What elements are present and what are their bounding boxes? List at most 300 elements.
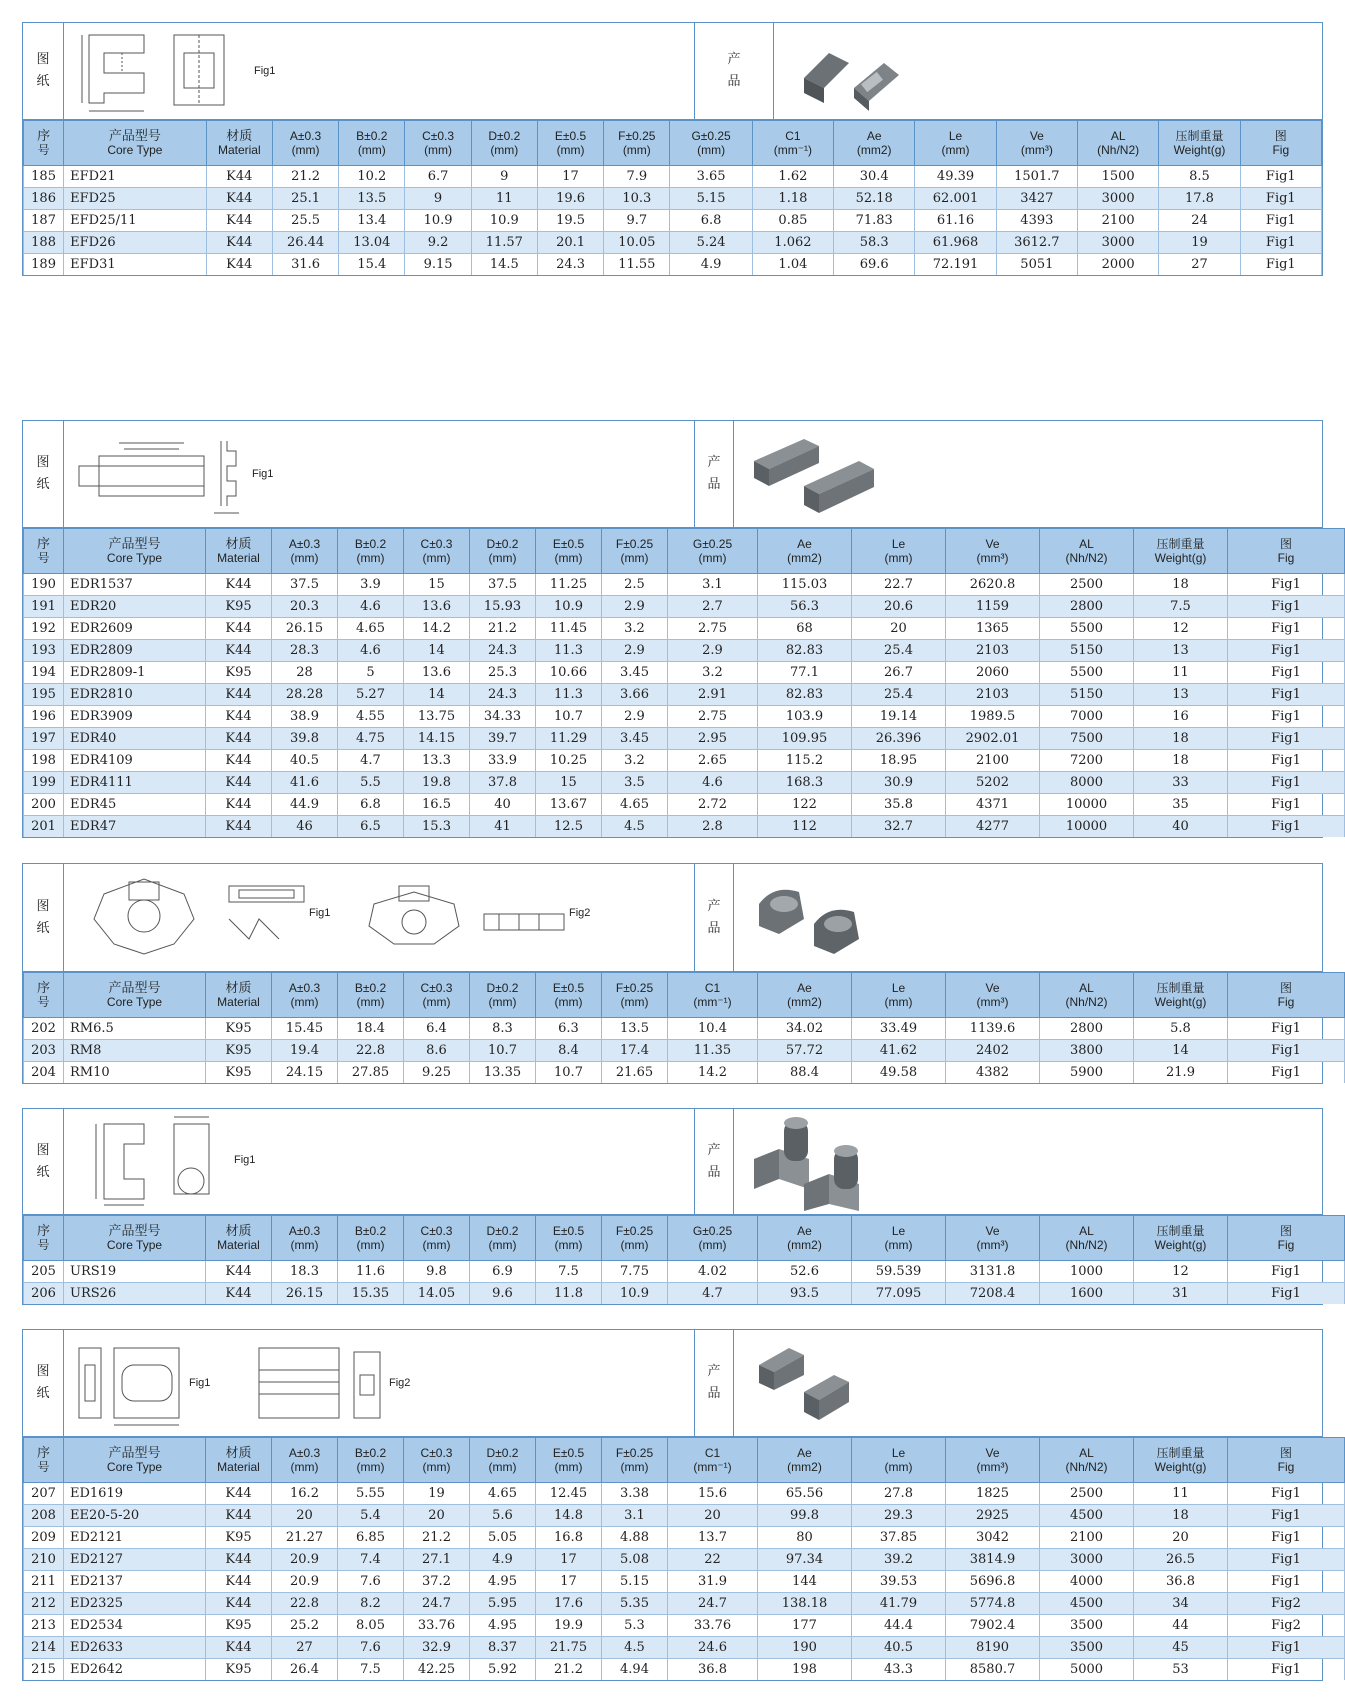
column-header: Ve (mm³)	[996, 121, 1077, 166]
core-type-cell: EFD25	[64, 188, 207, 210]
edr-table	[23, 528, 1345, 837]
table-cell: 115.03	[758, 574, 852, 596]
table-row	[24, 1062, 1345, 1084]
table-cell: 19.8	[404, 772, 470, 794]
core-type-cell: EDR2810	[64, 684, 206, 706]
table-cell: 109.95	[758, 728, 852, 750]
table-cell: 19.9	[536, 1615, 602, 1637]
table-cell: 194	[24, 662, 64, 684]
urs-header-row	[24, 1216, 1345, 1261]
core-type-cell: ED2534	[64, 1615, 206, 1637]
table-cell: 36.8	[668, 1659, 758, 1681]
table-cell: Fig1	[1228, 794, 1345, 816]
table-cell: 5.35	[602, 1593, 668, 1615]
table-cell: 32.7	[852, 816, 946, 838]
table-cell: 13.4	[339, 210, 405, 232]
table-cell: 11.3	[536, 684, 602, 706]
column-header: 图 Fig	[1228, 973, 1345, 1018]
table-row	[24, 1018, 1345, 1040]
fig1-label: Fig1	[189, 1377, 211, 1389]
table-cell: 15.93	[470, 596, 536, 618]
table-cell: K44	[206, 1483, 272, 1505]
table-cell: 5.5	[338, 772, 404, 794]
table-cell: 7208.4	[946, 1283, 1040, 1305]
column-header: 序 号	[24, 121, 64, 166]
table-cell: 22.8	[272, 1593, 338, 1615]
table-cell: 45	[1134, 1637, 1228, 1659]
ed-table	[23, 1437, 1345, 1680]
table-cell: 2.91	[668, 684, 758, 706]
drawing-row	[23, 1109, 1322, 1215]
table-cell: Fig1	[1240, 254, 1321, 276]
table-cell: 6.8	[338, 794, 404, 816]
table-cell: 28.3	[272, 640, 338, 662]
table-cell: 10000	[1040, 816, 1134, 838]
column-header: C1 (mm⁻¹)	[668, 1438, 758, 1483]
table-cell: 10.2	[339, 166, 405, 188]
table-cell: 3.45	[602, 662, 668, 684]
table-cell: 41	[470, 816, 536, 838]
table-cell: 53	[1134, 1659, 1228, 1681]
table-cell: Fig1	[1228, 772, 1345, 794]
column-header: A±0.3 (mm)	[272, 1438, 338, 1483]
core-type-cell: EDR47	[64, 816, 206, 838]
drawing-row	[23, 864, 1322, 972]
table-cell: 33.76	[668, 1615, 758, 1637]
table-cell: 28	[272, 662, 338, 684]
table-cell: 4500	[1040, 1593, 1134, 1615]
table-cell: 7200	[1040, 750, 1134, 772]
table-cell: 26.5	[1134, 1549, 1228, 1571]
table-cell: 10000	[1040, 794, 1134, 816]
table-cell: 24.3	[537, 254, 603, 276]
table-cell: 77.1	[758, 662, 852, 684]
table-cell: 37.85	[852, 1527, 946, 1549]
core-type-cell: EFD21	[64, 166, 207, 188]
table-cell: 14.2	[668, 1062, 758, 1084]
table-cell: K44	[206, 232, 272, 254]
table-cell: 13.6	[404, 596, 470, 618]
table-cell: 25.4	[852, 684, 946, 706]
table-row	[24, 574, 1345, 596]
table-cell: 11	[1134, 1483, 1228, 1505]
table-row	[24, 728, 1345, 750]
table-cell: 41.6	[272, 772, 338, 794]
table-cell: 213	[24, 1615, 64, 1637]
table-row	[24, 750, 1345, 772]
column-header: E±0.5 (mm)	[536, 973, 602, 1018]
table-cell: 8.3	[470, 1018, 536, 1040]
table-cell: 72.191	[915, 254, 996, 276]
table-cell: 5.6	[470, 1505, 536, 1527]
column-header: 序 号	[24, 1216, 64, 1261]
table-cell: K95	[206, 1615, 272, 1637]
table-cell: 24.7	[668, 1593, 758, 1615]
core-type-cell: EDR2809-1	[64, 662, 206, 684]
drawing-label: 图 纸	[23, 421, 64, 527]
table-cell: 18	[1134, 574, 1228, 596]
table-cell: 4.88	[602, 1527, 668, 1549]
column-header: Le (mm)	[852, 973, 946, 1018]
table-cell: 39.8	[272, 728, 338, 750]
table-row	[24, 1483, 1345, 1505]
table-row	[24, 816, 1345, 838]
core-type-cell: EDR1537	[64, 574, 206, 596]
table-cell: 25.3	[470, 662, 536, 684]
column-header: Ae (mm2)	[758, 529, 852, 574]
table-cell: 5.95	[470, 1593, 536, 1615]
efd-core-photo	[774, 23, 974, 120]
table-cell: 3.2	[668, 662, 758, 684]
table-cell: 21.27	[272, 1527, 338, 1549]
rm-core-drawing	[64, 864, 694, 972]
table-cell: K44	[206, 166, 272, 188]
efd-core-drawing	[64, 23, 694, 120]
table-cell: 2.72	[668, 794, 758, 816]
table-cell: 2402	[946, 1040, 1040, 1062]
table-cell: 5.3	[602, 1615, 668, 1637]
table-cell: 39.2	[852, 1549, 946, 1571]
table-cell: 49.58	[852, 1062, 946, 1084]
table-cell: 14.8	[536, 1505, 602, 1527]
table-cell: 1500	[1078, 166, 1159, 188]
table-cell: 3131.8	[946, 1261, 1040, 1283]
table-cell: 37.8	[470, 772, 536, 794]
table-cell: 5.4	[338, 1505, 404, 1527]
table-cell: 39.7	[470, 728, 536, 750]
table-cell: 5000	[1040, 1659, 1134, 1681]
table-cell: 34	[1134, 1593, 1228, 1615]
table-cell: K44	[206, 684, 272, 706]
product-label: 产 品	[695, 421, 734, 527]
column-header: C±0.3 (mm)	[405, 121, 471, 166]
core-type-cell: EDR45	[64, 794, 206, 816]
table-cell: 0.85	[752, 210, 833, 232]
table-cell: 25.4	[852, 640, 946, 662]
table-cell: 20.1	[537, 232, 603, 254]
table-cell: 65.56	[758, 1483, 852, 1505]
table-cell: 8000	[1040, 772, 1134, 794]
table-cell: 52.18	[834, 188, 915, 210]
table-cell: 20	[1134, 1527, 1228, 1549]
table-cell: 20.3	[272, 596, 338, 618]
column-header: D±0.2 (mm)	[470, 1216, 536, 1261]
table-cell: 19.5	[537, 210, 603, 232]
table-cell: 2000	[1078, 254, 1159, 276]
column-header: AL (Nh/N2)	[1040, 1216, 1134, 1261]
table-cell: 193	[24, 640, 64, 662]
table-cell: K44	[206, 618, 272, 640]
table-cell: 4.95	[470, 1571, 536, 1593]
table-cell: 28.28	[272, 684, 338, 706]
efd-product-image	[774, 23, 974, 119]
table-cell: K44	[206, 728, 272, 750]
table-cell: K44	[206, 816, 272, 838]
column-header: C1 (mm⁻¹)	[752, 121, 833, 166]
table-cell: 190	[758, 1637, 852, 1659]
table-cell: 3500	[1040, 1637, 1134, 1659]
table-cell: 44.9	[272, 794, 338, 816]
table-cell: 44.4	[852, 1615, 946, 1637]
table-cell: 17	[536, 1549, 602, 1571]
table-cell: Fig1	[1240, 210, 1321, 232]
table-cell: 4.5	[602, 1637, 668, 1659]
table-cell: 5150	[1040, 684, 1134, 706]
table-cell: K44	[206, 1283, 272, 1305]
core-type-cell: EDR2609	[64, 618, 206, 640]
table-cell: 208	[24, 1505, 64, 1527]
table-cell: 4000	[1040, 1571, 1134, 1593]
table-cell: K44	[206, 1549, 272, 1571]
table-cell: 6.4	[404, 1018, 470, 1040]
table-row	[24, 772, 1345, 794]
table-cell: 12	[1134, 618, 1228, 640]
table-cell: 68	[758, 618, 852, 640]
table-cell: 7902.4	[946, 1615, 1040, 1637]
table-cell: Fig1	[1228, 1527, 1345, 1549]
table-cell: 4.65	[602, 794, 668, 816]
column-header: E±0.5 (mm)	[537, 121, 603, 166]
column-header: C±0.3 (mm)	[404, 529, 470, 574]
table-cell: K44	[206, 188, 272, 210]
table-cell: 11.55	[604, 254, 670, 276]
table-cell: 185	[24, 166, 64, 188]
table-cell: 29.3	[852, 1505, 946, 1527]
table-cell: 2100	[1040, 1527, 1134, 1549]
table-cell: 5.08	[602, 1549, 668, 1571]
table-cell: Fig1	[1228, 1505, 1345, 1527]
table-row	[24, 254, 1322, 276]
table-cell: K44	[206, 574, 272, 596]
table-cell: 49.39	[915, 166, 996, 188]
table-cell: 198	[758, 1659, 852, 1681]
table-cell: 20.6	[852, 596, 946, 618]
table-cell: 16	[1134, 706, 1228, 728]
table-cell: 144	[758, 1571, 852, 1593]
table-cell: 13.35	[470, 1062, 536, 1084]
core-type-cell: URS19	[64, 1261, 206, 1283]
table-cell: 212	[24, 1593, 64, 1615]
table-cell: 7.4	[338, 1549, 404, 1571]
core-type-cell: EE20-5-20	[64, 1505, 206, 1527]
column-header: D±0.2 (mm)	[470, 1438, 536, 1483]
urs-table	[23, 1215, 1345, 1304]
table-cell: 6.3	[536, 1018, 602, 1040]
table-cell: Fig1	[1228, 1040, 1345, 1062]
table-cell: 5.8	[1134, 1018, 1228, 1040]
core-type-cell: EDR3909	[64, 706, 206, 728]
table-cell: 13	[1134, 684, 1228, 706]
column-header: C±0.3 (mm)	[404, 973, 470, 1018]
table-row	[24, 1549, 1345, 1571]
table-cell: K44	[206, 254, 272, 276]
column-header: Ae (mm2)	[758, 1216, 852, 1261]
table-cell: 13.5	[602, 1018, 668, 1040]
core-type-cell: ED2137	[64, 1571, 206, 1593]
table-cell: 17.8	[1159, 188, 1240, 210]
table-cell: 5500	[1040, 618, 1134, 640]
table-cell: 3800	[1040, 1040, 1134, 1062]
table-cell: 3500	[1040, 1615, 1134, 1637]
table-cell: 58.3	[834, 232, 915, 254]
table-cell: 93.5	[758, 1283, 852, 1305]
table-cell: 21.2	[272, 166, 338, 188]
table-cell: 4371	[946, 794, 1040, 816]
table-cell: 19.6	[537, 188, 603, 210]
column-header: F±0.25 (mm)	[602, 529, 668, 574]
core-type-cell: URS26	[64, 1283, 206, 1305]
table-cell: 25.5	[272, 210, 338, 232]
table-cell: 21.9	[1134, 1062, 1228, 1084]
core-type-cell: RM10	[64, 1062, 206, 1084]
table-cell: 26.4	[272, 1659, 338, 1681]
table-cell: 122	[758, 794, 852, 816]
table-cell: 5.24	[670, 232, 752, 254]
edr-section	[22, 420, 1323, 838]
table-cell: 10.3	[604, 188, 670, 210]
table-cell: 2.95	[668, 728, 758, 750]
table-cell: 5	[338, 662, 404, 684]
table-cell: 5.15	[602, 1571, 668, 1593]
table-cell: 14.05	[404, 1283, 470, 1305]
table-row	[24, 210, 1322, 232]
table-cell: 26.15	[272, 1283, 338, 1305]
table-row	[24, 684, 1345, 706]
table-cell: 20	[852, 618, 946, 640]
table-cell: Fig1	[1228, 662, 1345, 684]
table-cell: 1000	[1040, 1261, 1134, 1283]
table-cell: 7000	[1040, 706, 1134, 728]
rm-body	[24, 1018, 1345, 1084]
table-cell: 37.5	[272, 574, 338, 596]
table-cell: Fig1	[1228, 596, 1345, 618]
table-cell: 8580.7	[946, 1659, 1040, 1681]
table-cell: 10.9	[471, 210, 537, 232]
table-cell: 211	[24, 1571, 64, 1593]
urs-section	[22, 1108, 1323, 1305]
table-cell: K44	[206, 210, 272, 232]
edr-body	[24, 574, 1345, 838]
table-cell: 1600	[1040, 1283, 1134, 1305]
table-cell: 3000	[1078, 188, 1159, 210]
table-cell: 33.49	[852, 1018, 946, 1040]
column-header: F±0.25 (mm)	[604, 121, 670, 166]
table-cell: 4.6	[338, 596, 404, 618]
table-cell: 5696.8	[946, 1571, 1040, 1593]
rm-core-photo	[734, 864, 934, 972]
table-cell: 24.3	[470, 684, 536, 706]
table-cell: 10.66	[536, 662, 602, 684]
table-cell: 10.9	[602, 1283, 668, 1305]
column-header: F±0.25 (mm)	[602, 973, 668, 1018]
table-cell: 2.9	[602, 706, 668, 728]
table-cell: 61.968	[915, 232, 996, 254]
table-cell: 3.38	[602, 1483, 668, 1505]
column-header: B±0.2 (mm)	[338, 1216, 404, 1261]
column-header: A±0.3 (mm)	[272, 973, 338, 1018]
table-cell: K44	[206, 772, 272, 794]
column-header: A±0.3 (mm)	[272, 529, 338, 574]
table-cell: 168.3	[758, 772, 852, 794]
core-type-cell: RM6.5	[64, 1018, 206, 1040]
table-cell: 16.5	[404, 794, 470, 816]
table-cell: 11.6	[338, 1261, 404, 1283]
column-header: Ve (mm³)	[946, 529, 1040, 574]
drawing-row	[23, 23, 1322, 120]
column-header: 图 Fig	[1228, 1438, 1345, 1483]
table-cell: 8.05	[338, 1615, 404, 1637]
column-header: 图 Fig	[1240, 121, 1321, 166]
table-cell: 207	[24, 1483, 64, 1505]
fig1-label: Fig1	[234, 1154, 256, 1166]
table-cell: 5900	[1040, 1062, 1134, 1084]
table-cell: 7.5	[338, 1659, 404, 1681]
table-cell: 10.7	[536, 706, 602, 728]
table-cell: 192	[24, 618, 64, 640]
column-header: B±0.2 (mm)	[338, 973, 404, 1018]
table-cell: 5774.8	[946, 1593, 1040, 1615]
core-type-cell: ED2325	[64, 1593, 206, 1615]
table-cell: 13.3	[404, 750, 470, 772]
column-header: E±0.5 (mm)	[536, 529, 602, 574]
fig2-label: Fig2	[389, 1377, 411, 1389]
table-cell: 34.02	[758, 1018, 852, 1040]
table-cell: 2.75	[668, 706, 758, 728]
table-cell: 190	[24, 574, 64, 596]
column-header: 图 Fig	[1228, 529, 1345, 574]
fig1-label: Fig1	[252, 468, 274, 480]
table-cell: 2.9	[602, 596, 668, 618]
table-cell: 2103	[946, 640, 1040, 662]
table-cell: 201	[24, 816, 64, 838]
table-cell: 12	[1134, 1261, 1228, 1283]
table-cell: K95	[206, 1659, 272, 1681]
urs-product-image	[734, 1109, 934, 1214]
table-cell: K44	[206, 750, 272, 772]
table-cell: 24.7	[404, 1593, 470, 1615]
column-header: G±0.25 (mm)	[668, 1216, 758, 1261]
efd-section	[22, 22, 1323, 276]
table-cell: 21.2	[536, 1659, 602, 1681]
ed-header-row	[24, 1438, 1345, 1483]
table-cell: 14.15	[404, 728, 470, 750]
table-cell: 215	[24, 1659, 64, 1681]
table-cell: 4.7	[338, 750, 404, 772]
table-cell: 7.75	[602, 1261, 668, 1283]
table-cell: K44	[206, 706, 272, 728]
table-cell: 33.9	[470, 750, 536, 772]
table-cell: 3.9	[338, 574, 404, 596]
table-cell: 1.04	[752, 254, 833, 276]
table-cell: 4277	[946, 816, 1040, 838]
table-cell: 3000	[1040, 1549, 1134, 1571]
table-cell: 4.94	[602, 1659, 668, 1681]
table-cell: 20.9	[272, 1571, 338, 1593]
column-header: 压制重量 Weight(g)	[1134, 973, 1228, 1018]
table-cell: 6.85	[338, 1527, 404, 1549]
table-cell: 3042	[946, 1527, 1040, 1549]
fig1-label: Fig1	[254, 65, 276, 77]
table-cell: 3.66	[602, 684, 668, 706]
table-cell: 40.5	[852, 1637, 946, 1659]
table-cell: 4.55	[338, 706, 404, 728]
table-cell: 21.2	[404, 1527, 470, 1549]
table-cell: 15.4	[339, 254, 405, 276]
table-cell: 205	[24, 1261, 64, 1283]
table-cell: 6.5	[338, 816, 404, 838]
fig1-label: Fig1	[309, 907, 331, 919]
table-cell: 35	[1134, 794, 1228, 816]
